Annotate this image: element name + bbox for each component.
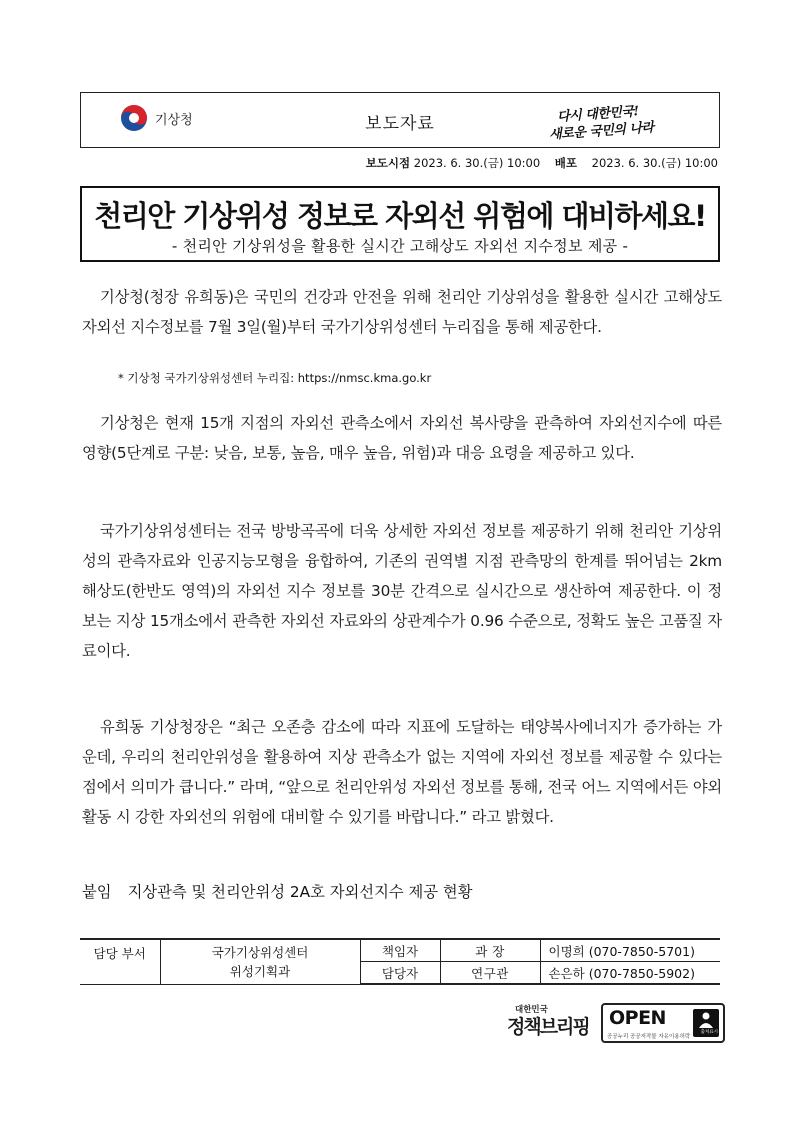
slogan-line1: 다시 대한민국! [556, 104, 640, 125]
title-box [80, 186, 720, 262]
briefing-small-text: 대한민국 [515, 1005, 548, 1015]
paragraph-4: 유희동 기상청장은 “최근 오존층 감소에 따라 지표에 도달하는 태양복사에너지가 증가하는 가운데, 우리의 천리안위성을 활용하여 지상 관측소가 없는 지역에 자외선 정보를 제공할 수 있다는 점에서 의미가 큽니다.” 라며, “앞으로 천리안위성 자외선 정보를 통해, 전국 어느 지역에서든 야외활동 시 강한 자외선의 위험에 대비할 수 있기를 바랍니다.” 라고 밝혔다. [82, 718, 722, 826]
paragraph-2: 기상청은 현재 15개 지점의 자외선 관측소에서 자외선 복사량을 관측하여 자외선지수에 따른 영향(5단계로 구분: 낮음, 보통, 높음, 매우 높음, 위험)과 대응 요령을 제공하고 있다. [82, 414, 722, 462]
dept-name-line1: 국가기상위성센터 [211, 944, 309, 960]
distribution-value: 2023. 6. 30.(금) 10:00 [591, 156, 718, 170]
dept-name-line2: 위성기획과 [229, 963, 291, 979]
open-word: OPEN [609, 1007, 666, 1029]
footer-logos [507, 1003, 727, 1051]
headline: 천리안 기상위성 정보로 자외선 위험에 대비하세요! [94, 199, 706, 233]
slogan-line2: 새로운 국민의 나라 [548, 120, 655, 143]
dept-label-cell: 담당 부서 [80, 939, 160, 984]
person-cell: 이명희 (070-7850-5701) [540, 939, 720, 962]
position-cell: 과 장 [440, 939, 540, 962]
paragraph-1: 기상청(청장 유희동)은 국민의 건강과 안전을 위해 천리안 기상위성을 활용한 실시간 고해상도 자외선 지수정보를 7월 3일(월)부터 국가기상위성센터 누리집을 통해 제공한다. [82, 288, 722, 336]
paragraph-3: 국가기상위성센터는 전국 방방곡곡에 더욱 상세한 자외선 정보를 제공하기 위해 천리안 기상위성의 관측자료와 인공지능모형을 융합하여, 기존의 권역별 지점 관측망의 한계를 뛰어넘는 2km 해상도(한반도 영역)의 자외선 지수 정보를 30분 간격으로 실시간으로 생산하여 제공한다. 이 정보는 지상 15개소에서 관측한 자외선 자료와의 상관계수가 0.96 수준으로, 정확도 높은 고품질 자료이다. [82, 522, 722, 660]
contact-table [80, 938, 720, 985]
website-note: * 기상청 국가기상위성센터 누리집: https://nmsc.kma.go.kr [118, 371, 432, 385]
role-cell: 책임자 [360, 939, 440, 962]
government-slogan [549, 101, 689, 141]
position-cell: 연구관 [440, 962, 540, 985]
policy-briefing-logo [507, 1003, 595, 1047]
table-row [80, 939, 720, 962]
briefing-main-text: 정책브리핑 [507, 1016, 589, 1038]
release-info [366, 155, 718, 171]
agency-name: 기상청 [155, 112, 193, 128]
person-cell: 손은하 (070-7850-5902) [540, 962, 720, 985]
role-cell: 담당자 [360, 962, 440, 985]
open-license-badge [601, 1003, 725, 1043]
embargo-label: 보도시점 [365, 156, 411, 170]
open-subtext: 공공누리 공공저작물 자유이용허락 [607, 1034, 691, 1040]
attachment-label: 붙임 [82, 883, 112, 901]
attribution-icon-label: 출처표시 [700, 1030, 718, 1035]
subheadline: - 천리안 기상위성을 활용한 실시간 고해상도 자외선 지수정보 제공 - [171, 237, 629, 255]
dept-name-cell [160, 939, 360, 984]
attachment-text: 지상관측 및 천리안위성 2A호 자외선지수 제공 현황 [127, 883, 473, 901]
document-type: 보도자료 [365, 114, 435, 134]
press-header [80, 92, 720, 148]
embargo-value: 2023. 6. 30.(금) 10:00 [413, 156, 541, 170]
attachment-line [82, 880, 472, 902]
distribution-label: 배포 [554, 156, 577, 170]
